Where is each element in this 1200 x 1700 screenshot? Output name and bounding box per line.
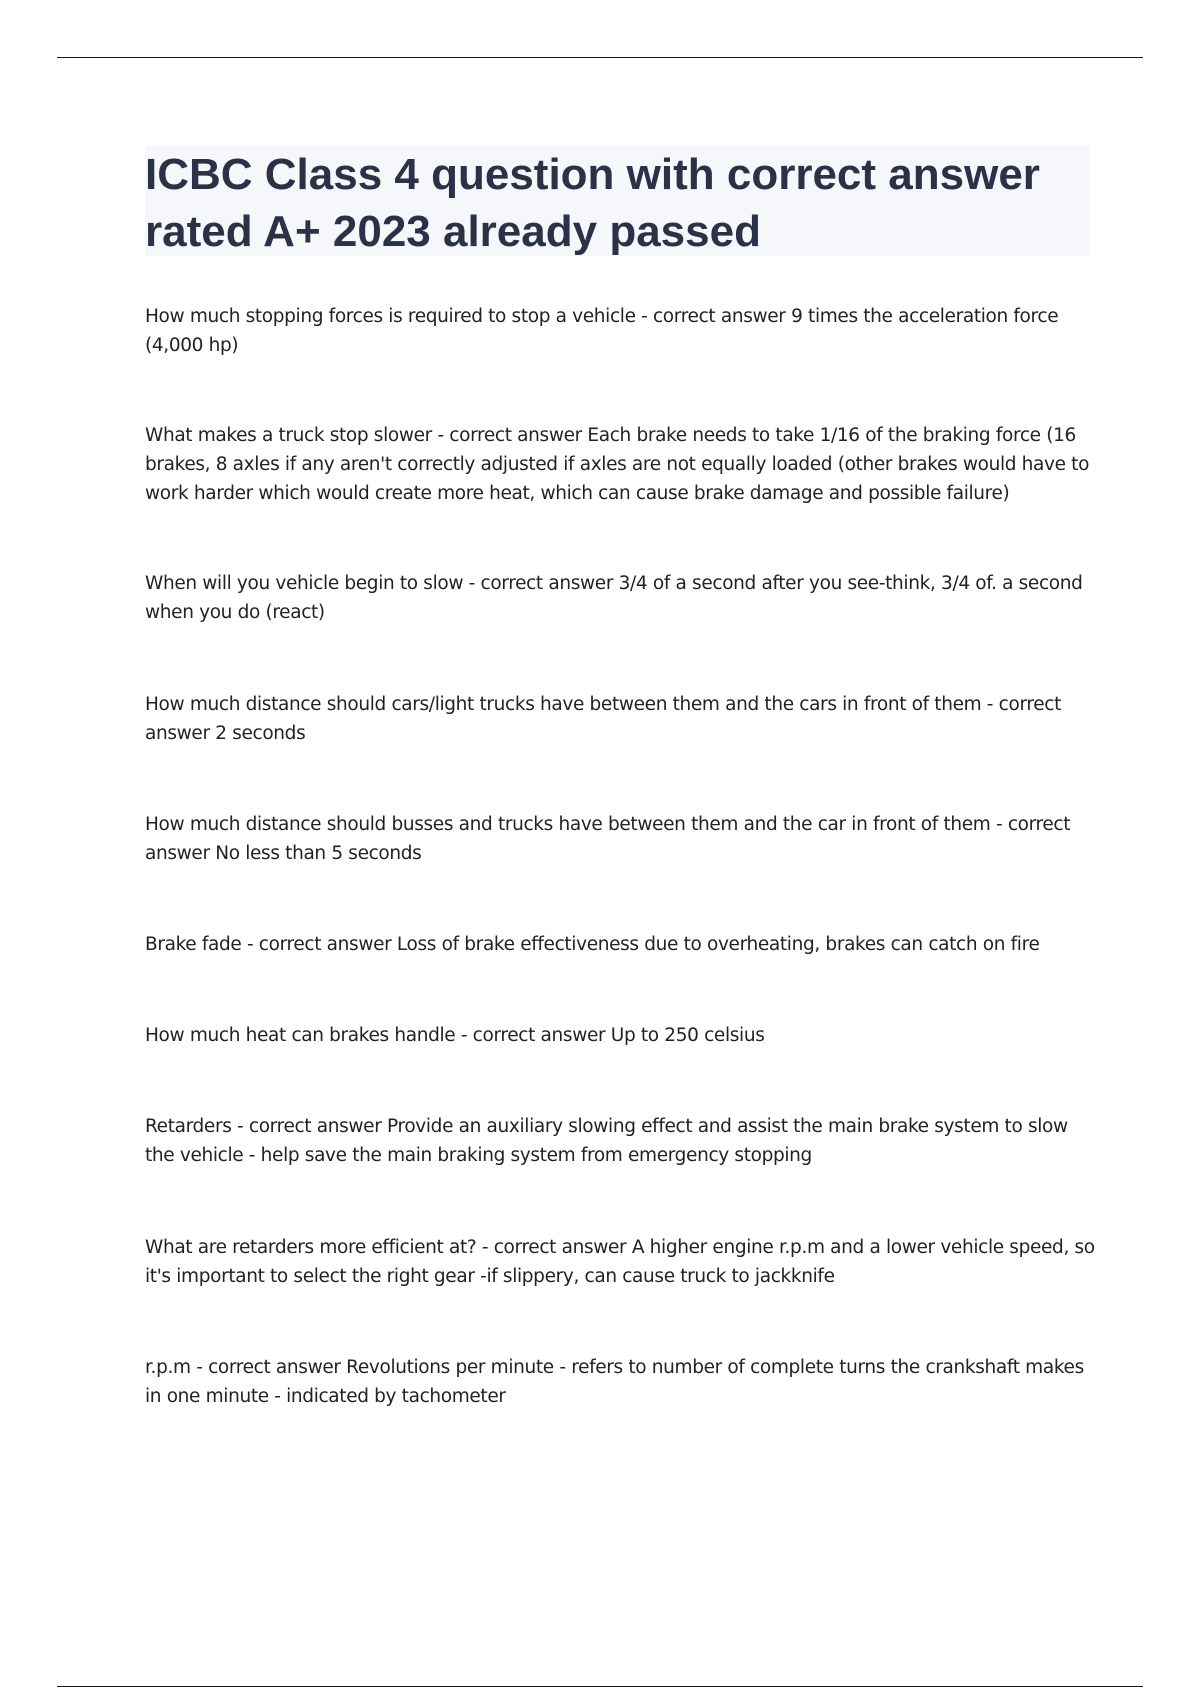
qa-item-9: What are retarders more efficient at? - correct answer A higher engine r.p.m and a lower vehicle speed, so it's important to select the right gear -if slippery, can cause truck to jackknife <box>145 1237 1095 1287</box>
qa-item-10: r.p.m - correct answer Revolutions per minute - refers to number of complete turns the crankshaft makes in one minute - indicated by tachometer <box>145 1357 1084 1407</box>
document-title: ICBC Class 4 question with correct answer rated A+ 2023 already passed <box>145 150 1040 256</box>
qa-item-2: What makes a truck stop slower - correct answer Each brake needs to take 1/16 of the braking force (16 brakes, 8 axles if any aren't correctly adjusted if axles are not equally loaded (other brakes would have to work harder which would create more heat, which can cause brake damage and possible failure) <box>145 425 1090 504</box>
qa-item-4: How much distance should cars/light trucks have between them and the cars in front of them - correct answer 2 seconds <box>145 694 1061 744</box>
qa-item-5: How much distance should busses and trucks have between them and the car in front of them - correct answer No less than 5 seconds <box>145 814 1071 864</box>
bottom-divider <box>57 1686 1143 1687</box>
qa-item-6: Brake fade - correct answer Loss of brake effectiveness due to overheating, brakes can catch on fire <box>145 934 1040 955</box>
qa-item-1: How much stopping forces is required to stop a vehicle - correct answer 9 times the acceleration force (4,000 hp) <box>145 306 1059 356</box>
qa-item-8: Retarders - correct answer Provide an auxiliary slowing effect and assist the main brake system to slow the vehicle - help save the main braking system from emergency stopping <box>145 1116 1068 1166</box>
qa-item-7: How much heat can brakes handle - correct answer Up to 250 celsius <box>145 1025 765 1046</box>
title-block <box>145 146 1089 256</box>
qa-item-3: When will you vehicle begin to slow - correct answer 3/4 of a second after you see-think, 3/4 of. a second when you do (react) <box>145 573 1083 623</box>
top-divider <box>57 57 1143 58</box>
